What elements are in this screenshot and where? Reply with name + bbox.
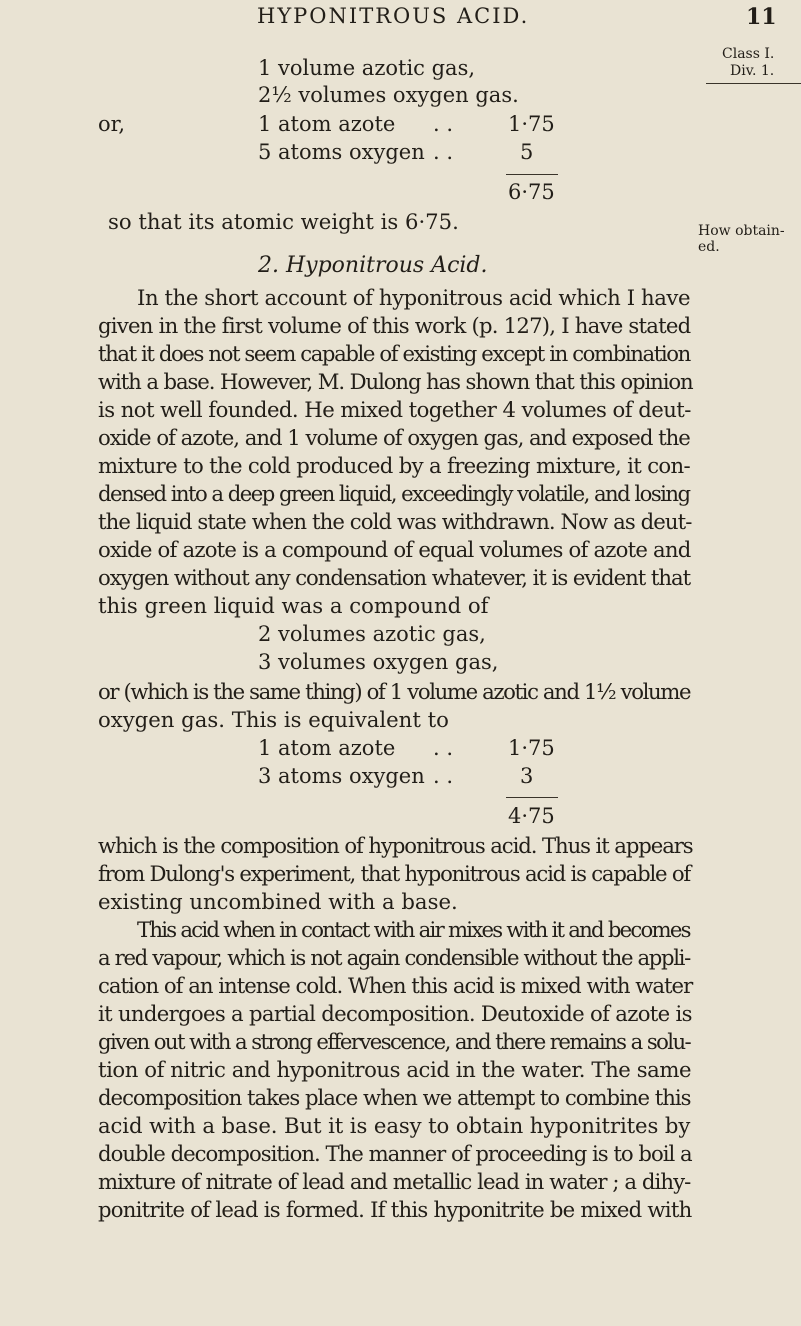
para1-line: is not well founded. He mixed together 4 volumes of deut- [98, 397, 691, 422]
para1-line: densed into a deep green liquid, exceedingly volatile, and losing [98, 481, 690, 506]
margin-class-label: Class I. [722, 46, 775, 62]
para4-line: mixture of nitrate of lead and metallic lead in water ; a dihy- [98, 1169, 691, 1194]
para1-line: In the short account of hyponitrous acid which I have [137, 285, 691, 310]
calc1-row1-label: 1 atom azote [258, 112, 396, 136]
calc3-row1-dots: . . [433, 736, 454, 760]
calc1-or: or, [98, 112, 126, 136]
para4-line: double decomposition. The manner of proceeding is to boil a [98, 1141, 692, 1166]
margin-note-line2: ed. [698, 239, 720, 255]
para4-line: tion of nitric and hyponitrous acid in the water. The same [98, 1057, 692, 1082]
calc3-total: 4·75 [508, 804, 555, 828]
para4-line: acid with a base. But it is easy to obtain hyponitrites by [98, 1113, 691, 1138]
calc1-row2-label: 5 atoms oxygen [258, 140, 425, 164]
para2-line: oxygen gas. This is equivalent to [98, 707, 449, 732]
calc1-row1-dots: . . [433, 112, 454, 136]
calc1-row2-dots: . . [433, 140, 454, 164]
section-heading: 2. Hyponitrous Acid. [258, 253, 488, 278]
margin-divider [706, 83, 801, 84]
para1-line: oxide of azote, and 1 volume of oxygen gas, and exposed the [98, 425, 690, 450]
calc1-line2: 2½ volumes oxygen gas. [258, 83, 519, 107]
calc1-row1-value: 1·75 [508, 112, 555, 136]
calc1-total: 6·75 [508, 180, 555, 204]
para1-line: the liquid state when the cold was withdrawn. Now as deut- [98, 509, 692, 534]
para1-line: given in the first volume of this work (p. 127), I have stated [98, 313, 691, 338]
sentence-atomic-weight: so that its atomic weight is 6·75. [108, 209, 459, 234]
para4-line: ponitrite of lead is formed. If this hyponitrite be mixed with [98, 1197, 692, 1222]
calc3-row1-label: 1 atom azote [258, 736, 396, 760]
para4-line: cation of an intense cold. When this acid is mixed with water [98, 973, 693, 998]
para3-line: from Dulong's experiment, that hyponitrous acid is capable of [98, 861, 691, 886]
para2-line: or (which is the same thing) of 1 volume azotic and 1½ volume [98, 679, 691, 704]
para4-line: it undergoes a partial decomposition. Deutoxide of azote is [98, 1001, 692, 1026]
para4-line: a red vapour, which is not again condensible without the appli- [98, 945, 690, 970]
margin-div-label: Div. 1. [730, 63, 775, 79]
calc2-line1: 2 volumes azotic gas, [258, 622, 486, 646]
calc2-line2: 3 volumes oxygen gas, [258, 650, 499, 674]
running-title: HYPONITROUS ACID. [257, 4, 530, 28]
calc3-row2-dots: . . [433, 764, 454, 788]
calc1-line1: 1 volume azotic gas, [258, 56, 476, 80]
calc1-sum-rule [506, 174, 558, 175]
para4-line: This acid when in contact with air mixes with it and becomes [137, 917, 690, 942]
calc3-sum-rule [506, 797, 558, 798]
calc3-row2-value: 3 [520, 764, 534, 788]
para1-line: oxygen without any condensation whatever, it is evident that [98, 565, 691, 590]
calc3-row1-value: 1·75 [508, 736, 555, 760]
para1-line: mixture to the cold produced by a freezing mixture, it con- [98, 453, 691, 478]
para3-line: existing uncombined with a base. [98, 889, 458, 914]
para1-line: oxide of azote is a compound of equal volumes of azote and [98, 537, 691, 562]
para3-line: which is the composition of hyponitrous acid. Thus it appears [98, 833, 693, 858]
para1-line: that it does not seem capable of existing except in combination [98, 341, 690, 366]
calc3-row2-label: 3 atoms oxygen [258, 764, 425, 788]
para4-line: decomposition takes place when we attempt to combine this [98, 1085, 691, 1110]
para1-line: with a base. However, M. Dulong has shown that this opinion [98, 369, 693, 394]
page-number: 11 [746, 4, 777, 30]
para4-line: given out with a strong effervescence, and there remains a solu- [98, 1029, 691, 1054]
para1-line: this green liquid was a compound of [98, 593, 489, 618]
calc1-row2-value: 5 [520, 140, 534, 164]
margin-note-line1: How obtain- [698, 223, 785, 239]
